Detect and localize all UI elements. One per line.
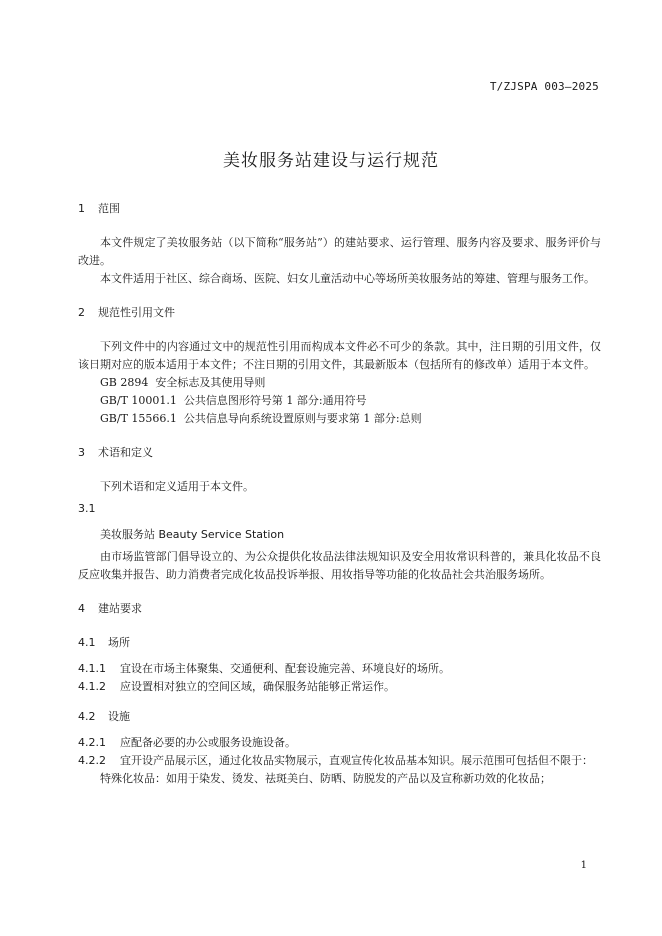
section-3-heading xyxy=(78,444,601,462)
clause-item xyxy=(78,752,601,770)
clause-number: 4.2.1 xyxy=(78,736,106,749)
reference-item: GB 2894 安全标志及其使用导则 xyxy=(100,376,266,389)
section-3-paragraph-1: 下列术语和定义适用于本文件。 xyxy=(100,480,254,493)
subsection-number: 4.2 xyxy=(78,710,96,723)
subsection-4-2-heading xyxy=(78,708,601,726)
section-title: 范围 xyxy=(98,202,120,215)
section-4-heading xyxy=(78,600,601,618)
clause-item xyxy=(78,660,601,678)
subsection-4-1-heading xyxy=(78,634,601,652)
subsection-title: 设施 xyxy=(108,710,130,723)
section-1-paragraph-1: 本文件规定了美妆服务站（以下简称“服务站”）的建站要求、运行管理、服务内容及要求、服务评价与改进。 xyxy=(78,236,601,267)
clause-text: 应配备必要的办公或服务设施设备。 xyxy=(120,736,296,749)
clause-item xyxy=(78,678,601,696)
clause-number: 4.2.2 xyxy=(78,754,106,767)
term-definition: 由市场监管部门倡导设立的、为公众提供化妆品法律法规知识及安全用妆常识科普的，兼具化妆品不良反应收集并报告、助力消费者完成化妆品投诉举报、用妆指导等功能的化妆品社会共治服务场所。 xyxy=(78,550,601,581)
section-number: 2 xyxy=(78,306,85,319)
term-number: 3.1 xyxy=(78,502,96,515)
clause-number: 4.1.1 xyxy=(78,662,106,675)
term-name: 美妆服务站 Beauty Service Station xyxy=(100,528,285,541)
section-title: 规范性引用文件 xyxy=(98,306,175,319)
subsection-title: 场所 xyxy=(108,636,130,649)
clause-number: 4.1.2 xyxy=(78,680,106,693)
section-number: 4 xyxy=(78,602,85,615)
section-title: 建站要求 xyxy=(98,602,142,615)
clause-text: 宜开设产品展示区，通过化妆品实物展示，直观宣传化妆品基本知识。展示范围可包括但不限于： xyxy=(120,754,593,767)
document-title: 美妆服务站建设与运行规范 xyxy=(223,151,439,171)
section-2-paragraph-1: 下列文件中的内容通过文中的规范性引用而构成本文件必不可少的条款。其中，注日期的引用文件，仅该日期对应的版本适用于本文件；不注日期的引用文件，其最新版本（包括所有的修改单）适用于本文件。 xyxy=(78,340,601,371)
section-number: 1 xyxy=(78,202,85,215)
section-2-heading xyxy=(78,304,601,322)
section-number: 3 xyxy=(78,446,85,459)
reference-item: GB/T 15566.1 公共信息导向系统设置原则与要求第 1 部分:总则 xyxy=(100,412,422,425)
clause-text: 应设置相对独立的空间区域，确保服务站能够正常运作。 xyxy=(120,680,395,693)
clause-item xyxy=(78,734,601,752)
special-cosmetics-paragraph: 特殊化妆品：如用于染发、烫发、祛斑美白、防晒、防脱发的产品以及宣称新功效的化妆品； xyxy=(100,772,551,785)
section-title: 术语和定义 xyxy=(98,446,153,459)
section-1-heading xyxy=(78,200,601,218)
document-body xyxy=(78,200,601,788)
clause-text: 宜设在市场主体聚集、交通便利、配套设施完善、环境良好的场所。 xyxy=(120,662,450,675)
page-number: 1 xyxy=(580,860,587,871)
reference-item: GB/T 10001.1 公共信息图形符号第 1 部分:通用符号 xyxy=(100,394,367,407)
subsection-number: 4.1 xyxy=(78,636,96,649)
document-code: T/ZJSPA 003—2025 xyxy=(489,80,599,93)
section-1-paragraph-2: 本文件适用于社区、综合商场、医院、妇女儿童活动中心等场所美妆服务站的筹建、管理与服务工作。 xyxy=(100,272,595,285)
